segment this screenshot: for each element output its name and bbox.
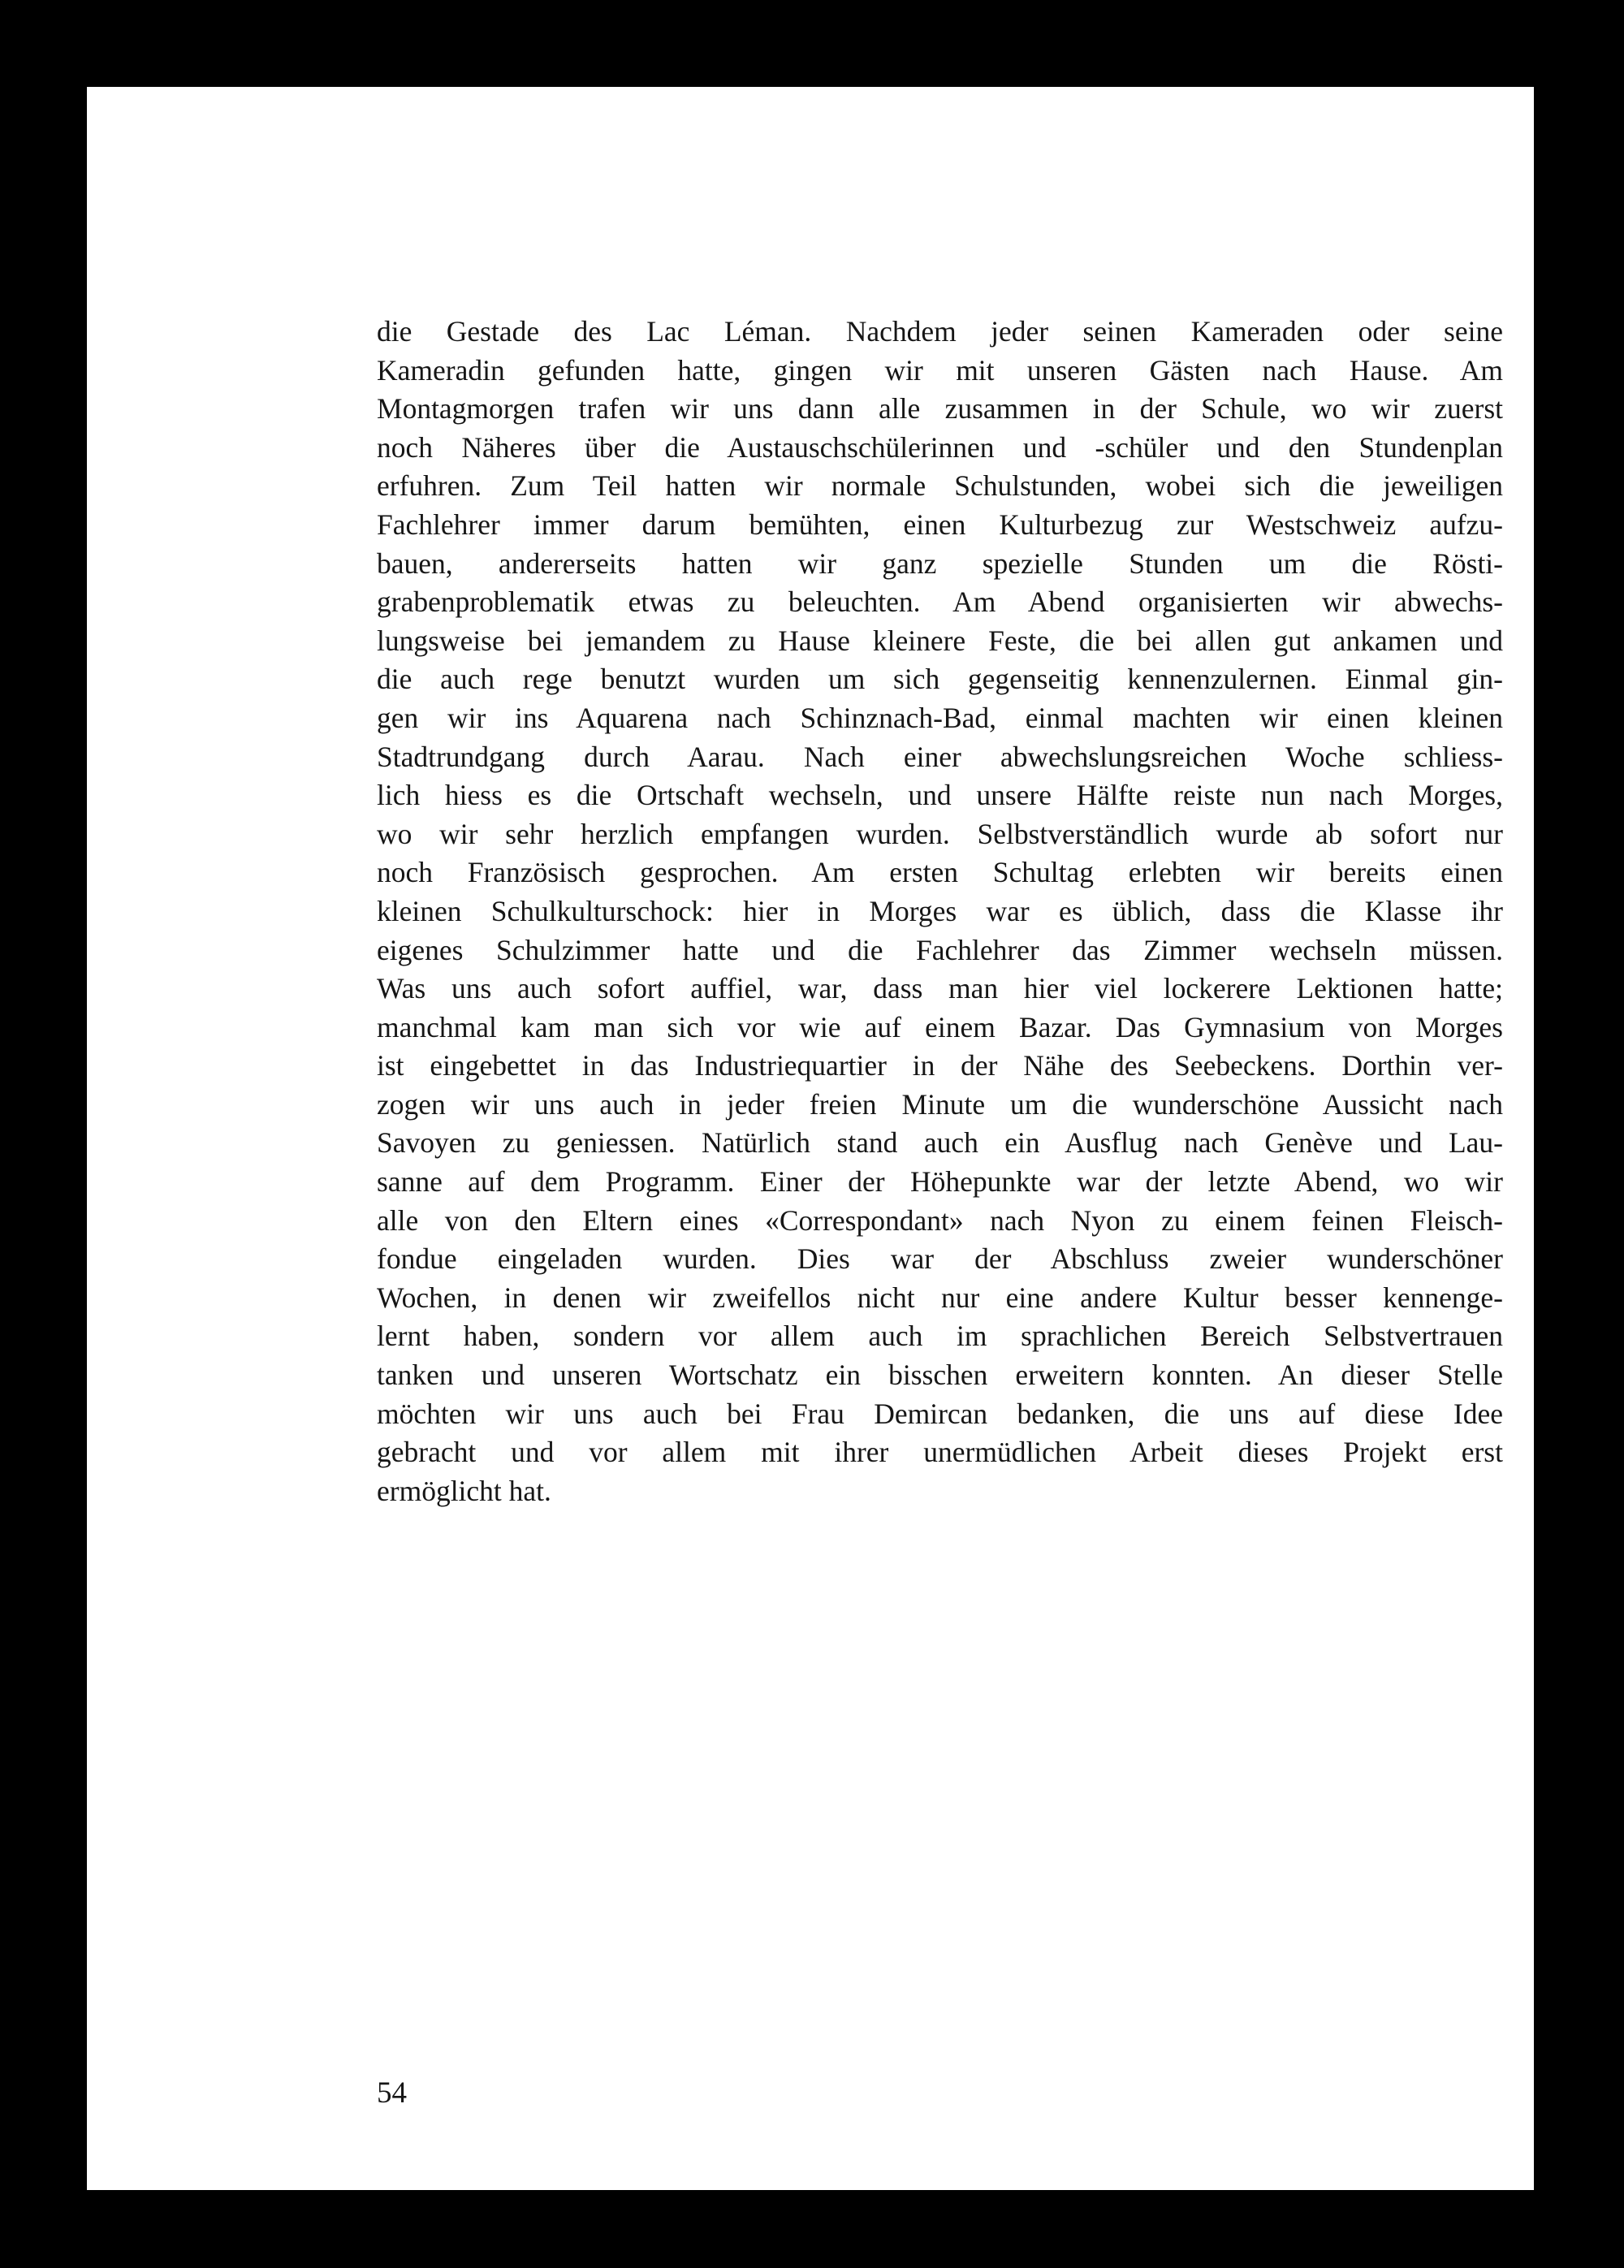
body-line: Stadtrundgang durch Aarau. Nach einer abwechslungsreichen Woche schliess- <box>377 740 1503 773</box>
body-line: grabenproblematik etwas zu beleuchten. Am Abend organisierten wir abwechs- <box>377 585 1503 619</box>
body-line: lernt haben, sondern vor allem auch im sprachlichen Bereich Selbstvertrauen <box>377 1320 1503 1353</box>
body-line: die Gestade des Lac Léman. Nachdem jeder seinen Kameraden oder seine <box>377 315 1503 348</box>
page-sheet <box>87 87 1534 2190</box>
body-line: zogen wir uns auch in jeder freien Minute um die wunderschöne Aussicht nach <box>377 1087 1503 1121</box>
body-line: Wochen, in denen wir zweifellos nicht nur eine andere Kultur besser kennenge- <box>377 1281 1503 1314</box>
body-line: manchmal kam man sich vor wie auf einem Bazar. Das Gymnasium von Morges <box>377 1010 1503 1043</box>
body-line: möchten wir uns auch bei Frau Demircan bedanken, die uns auf diese Idee <box>377 1397 1503 1430</box>
body-line: fondue eingeladen wurden. Dies war der Abschluss zweier wunderschöner <box>377 1242 1503 1276</box>
body-line: noch Näheres über die Austauschschülerinnen und -schüler und den Stundenplan <box>377 430 1503 464</box>
body-line: Montagmorgen trafen wir uns dann alle zusammen in der Schule, wo wir zuerst <box>377 392 1503 426</box>
body-line: kleinen Schulkulturschock: hier in Morges war es üblich, dass die Klasse ihr <box>377 894 1503 927</box>
body-line: gen wir ins Aquarena nach Schinznach-Bad, einmal machten wir einen kleinen <box>377 701 1503 734</box>
body-line: eigenes Schulzimmer hatte und die Fachlehrer das Zimmer wechseln müssen. <box>377 933 1503 966</box>
body-line: lich hiess es die Ortschaft wechseln, und unsere Hälfte reiste nun nach Morges, <box>377 779 1503 812</box>
body-line: noch Französisch gesprochen. Am ersten Schultag erlebten wir bereits einen <box>377 856 1503 889</box>
article-body <box>377 313 1503 1510</box>
body-line: die auch rege benutzt wurden um sich gegenseitig kennenzulernen. Einmal gin- <box>377 663 1503 696</box>
body-line: lungsweise bei jemandem zu Hause kleinere Feste, die bei allen gut ankamen und <box>377 624 1503 657</box>
body-line: ermöglicht hat. <box>377 1474 551 1507</box>
body-line: erfuhren. Zum Teil hatten wir normale Schulstunden, wobei sich die jeweiligen <box>377 469 1503 503</box>
body-line: ist eingebettet in das Industriequartier in der Nähe des Seebeckens. Dorthin ver- <box>377 1049 1503 1082</box>
page-number: 54 <box>377 2076 407 2110</box>
body-line: Savoyen zu geniessen. Natürlich stand auch ein Ausflug nach Genève und Lau- <box>377 1126 1503 1160</box>
body-line: wo wir sehr herzlich empfangen wurden. Selbstverständlich wurde ab sofort nur <box>377 817 1503 850</box>
body-line: alle von den Eltern eines «Correspondant» nach Nyon zu einem feinen Fleisch- <box>377 1203 1503 1237</box>
body-line: Fachlehrer immer darum bemühten, einen Kulturbezug zur Westschweiz aufzu- <box>377 508 1503 541</box>
body-line: tanken und unseren Wortschatz ein bisschen erweitern konnten. An dieser Stelle <box>377 1359 1503 1392</box>
body-line: sanne auf dem Programm. Einer der Höhepunkte war der letzte Abend, wo wir <box>377 1165 1503 1199</box>
body-line: bauen, andererseits hatten wir ganz spezielle Stunden um die Rösti- <box>377 546 1503 580</box>
body-line: Was uns auch sofort auffiel, war, dass man hier viel lockerere Lektionen hatte; <box>377 972 1503 1005</box>
body-line: Kameradin gefunden hatte, gingen wir mit unseren Gästen nach Hause. Am <box>377 353 1503 387</box>
body-line: gebracht und vor allem mit ihrer unermüdlichen Arbeit dieses Projekt erst <box>377 1436 1503 1469</box>
